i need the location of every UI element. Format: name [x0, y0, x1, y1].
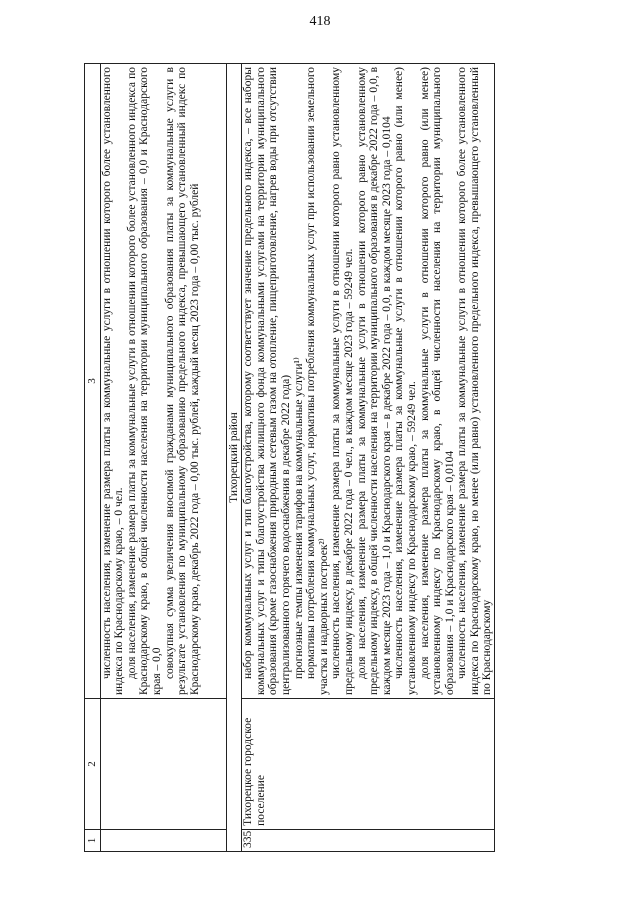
- header-row: [85, 64, 101, 852]
- group-title: Тихорецкий район: [226, 64, 242, 852]
- row-number: 335: [242, 829, 495, 851]
- row-paragraph: численность населения, изменение размера платы за коммунальные услуги в отношении которого равно установленному предельному индексу, в декабре 2022 года – 0 чел., в каждом месяце 2023 года – 59249 чел.: [330, 67, 355, 696]
- continuation-name-cell: [100, 699, 226, 830]
- row-paragraph: доля населения, изменение размера платы за коммунальные услуги в отношении которого равно установленному предельному индексу, в общей численности населения на территории муниципального образования в декабре 2022 года – 0,0, в каждом месяце 2023 года – 1,0 и Краснодарского края – в декабре 2022 года – 0,0, в каждом месяце 2023 года – 0,0104: [355, 67, 393, 696]
- header-cell-1: 1: [85, 829, 101, 851]
- row-paragraph: численность населения, изменение размера платы за коммунальные услуги в отношении которого равно (или менее) установленному индексу по Краснодарскому краю, – 59249 чел.: [393, 67, 418, 696]
- row-paragraph: численность населения, изменение размера платы за коммунальные услуги в отношении которого более установленного индекса по Краснодарскому краю, но менее (или равно) установленного предельного индекса, превышающего установленный по Краснодарскому: [456, 67, 494, 696]
- continuation-row: [100, 64, 226, 852]
- row-paragraph: доля населения, изменение размера платы за коммунальные услуги в отношении которого равно (или менее) установленному индексу по Краснодарскому краю, в общей численности населения на территории муниципального образования – 1,0 и Краснодарского края – 0,0104: [418, 67, 456, 696]
- continuation-text-cell: [100, 64, 226, 699]
- municipality-name: Тихорецкое городское поселение: [242, 699, 495, 830]
- table-row: [242, 64, 495, 852]
- header-cell-3: 3: [85, 64, 101, 699]
- group-row: [226, 64, 242, 852]
- row-paragraph: нормативы потребления коммунальных услуг, нормативы потребления коммунальных услуг при использовании земельного участка и надворных построек²⁾: [305, 67, 330, 696]
- page-number: 418: [309, 14, 331, 29]
- row-text-cell: [242, 64, 495, 699]
- continuation-number-cell: [100, 829, 226, 851]
- data-table: [84, 63, 495, 852]
- continuation-paragraph: доля населения, изменение размера платы за коммунальные услуги в отношении которого более установленного индекса по Краснодарскому краю, в общей численности населения на территории муниципального образования – 0,0 и Краснодарского края – 0,0: [125, 67, 163, 696]
- continuation-paragraph: численность населения, изменение размера платы за коммунальные услуги в отношении которого более установленного индекса по Краснодарскому краю, – 0 чел.: [100, 67, 126, 696]
- continuation-paragraph: совокупная сумма увеличения вносимой гражданами муниципального образования платы за коммунальные услуги в результате установления по муниципальному образованию предельного индекса, превышающего установленный индекс по Краснодарскому краю, декабрь 2022 года – 0,00 тыс. рублей, каждый месяц 2023 года – 0,00 тыс. рублей: [163, 67, 201, 696]
- row-paragraph: набор коммунальных услуг и тип благоустройства, которому соответствует значение предельного индекса, – все наборы коммунальных услуг и типы благоустройства жилищного фонда коммунальными услугами на территории муниципального образования (кроме газоснабжения природным сетевым газом на отопление, пищеприготовление, нагрев воды при отсутствии централизованного горячего водоснабжения в декабре 2022 года): [242, 67, 292, 696]
- rotated-table-container: [84, 63, 592, 852]
- row-paragraph: прогнозные темпы изменения тарифов на коммунальные услуги¹⁾: [292, 357, 305, 680]
- header-cell-2: 2: [85, 699, 101, 830]
